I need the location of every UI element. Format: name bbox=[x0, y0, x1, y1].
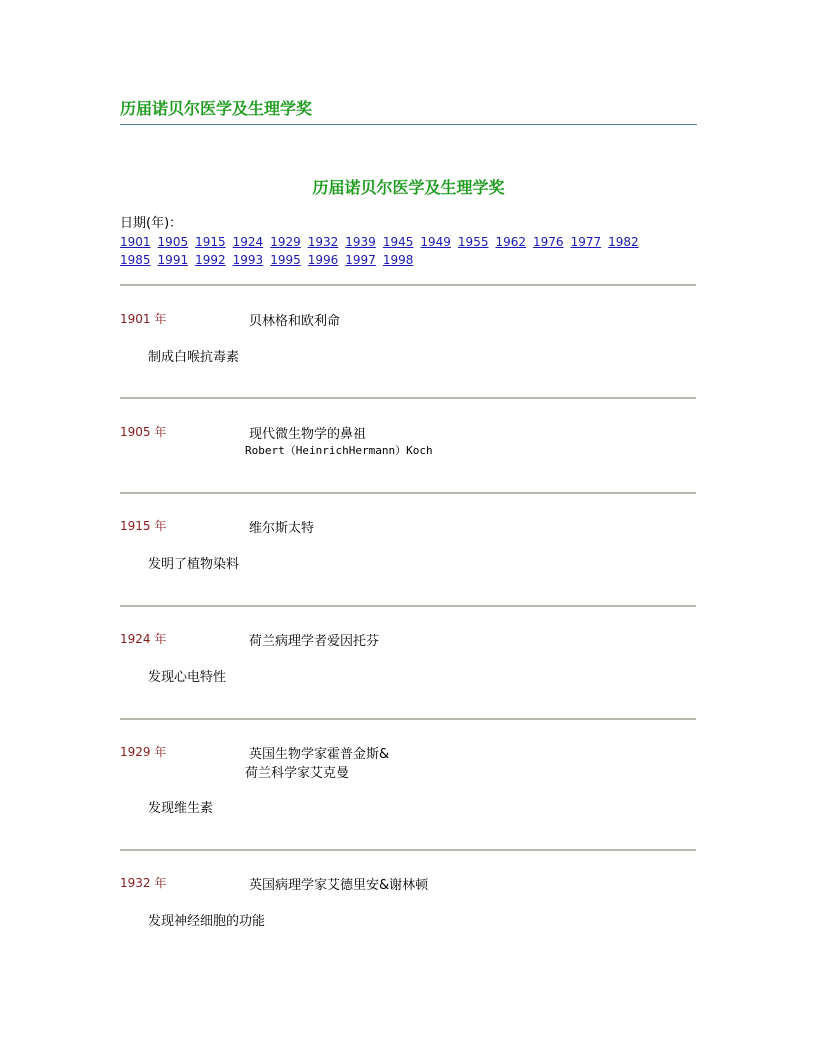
entry-description: 制成白喉抗毒素 bbox=[148, 350, 240, 365]
entry-year: 1932 年 bbox=[120, 876, 167, 890]
year-link-1929[interactable]: 1929 bbox=[270, 235, 301, 249]
section-divider bbox=[120, 397, 696, 399]
entry-year: 1929 年 bbox=[120, 745, 167, 759]
year-link-1915[interactable]: 1915 bbox=[195, 235, 226, 249]
entry-laureate: 维尔斯太特 bbox=[249, 521, 315, 536]
year-link-1945[interactable]: 1945 bbox=[382, 235, 414, 249]
year-link-1901[interactable]: 1901 bbox=[120, 235, 151, 249]
entry-laureate: 英国病理学家艾德里安&谢林顿 bbox=[249, 878, 429, 893]
year-link-1962[interactable]: 1962 bbox=[495, 235, 527, 249]
year-link-1985[interactable]: 1985 bbox=[120, 253, 151, 267]
entry-description: 发现神经细胞的功能 bbox=[148, 914, 266, 929]
year-link-1932[interactable]: 1932 bbox=[307, 235, 339, 249]
entry-year: 1924 年 bbox=[120, 632, 167, 646]
entry-laureate: 英国生物学家霍普金斯& bbox=[249, 747, 390, 762]
entry-laureate: 现代微生物学的鼻祖 bbox=[249, 427, 367, 442]
entry-description: 发明了植物染料 bbox=[148, 557, 240, 572]
year-navigation bbox=[120, 214, 700, 269]
year-link-1905[interactable]: 1905 bbox=[157, 235, 189, 249]
section-divider bbox=[120, 605, 696, 607]
year-link-1955[interactable]: 1955 bbox=[457, 235, 489, 249]
section-divider bbox=[120, 849, 696, 851]
year-link-1993[interactable]: 1993 bbox=[232, 253, 264, 267]
year-link-1997[interactable]: 1997 bbox=[345, 253, 376, 267]
year-link-1976[interactable]: 1976 bbox=[533, 235, 564, 249]
entry-year: 1915 年 bbox=[120, 519, 167, 533]
entry-year: 1905 年 bbox=[120, 425, 167, 439]
section-divider bbox=[120, 284, 696, 286]
year-link-1939[interactable]: 1939 bbox=[345, 235, 376, 249]
page-title: 历届诺贝尔医学及生理学奖 bbox=[312, 178, 505, 197]
year-link-1977[interactable]: 1977 bbox=[570, 235, 602, 249]
entry-description: 发现维生素 bbox=[148, 801, 214, 816]
year-link-1992[interactable]: 1992 bbox=[195, 253, 226, 267]
year-link-1996[interactable]: 1996 bbox=[307, 253, 339, 267]
year-nav-label: 日期(年)： bbox=[120, 216, 183, 231]
page-heading: 历届诺贝尔医学及生理学奖 bbox=[120, 99, 313, 118]
year-link-1949[interactable]: 1949 bbox=[420, 235, 451, 249]
year-link-1991[interactable]: 1991 bbox=[157, 253, 189, 267]
year-link-1924[interactable]: 1924 bbox=[232, 235, 264, 249]
year-link-1982[interactable]: 1982 bbox=[608, 235, 639, 249]
entry-laureate: 荷兰病理学者爱因托芬 bbox=[249, 634, 380, 649]
section-divider bbox=[120, 718, 696, 720]
entry-laureate-english: Robert（HeinrichHermann）Koch bbox=[245, 444, 433, 457]
entry-laureate: 贝林格和欧利命 bbox=[249, 314, 341, 329]
heading-divider bbox=[120, 124, 697, 125]
entry-description: 发现心电特性 bbox=[148, 670, 227, 685]
section-divider bbox=[120, 492, 696, 494]
entry-year: 1901 年 bbox=[120, 312, 167, 326]
year-link-1995[interactable]: 1995 bbox=[270, 253, 301, 267]
year-link-1998[interactable]: 1998 bbox=[382, 253, 414, 267]
entry-laureate-secondary: 荷兰科学家艾克曼 bbox=[245, 766, 350, 781]
